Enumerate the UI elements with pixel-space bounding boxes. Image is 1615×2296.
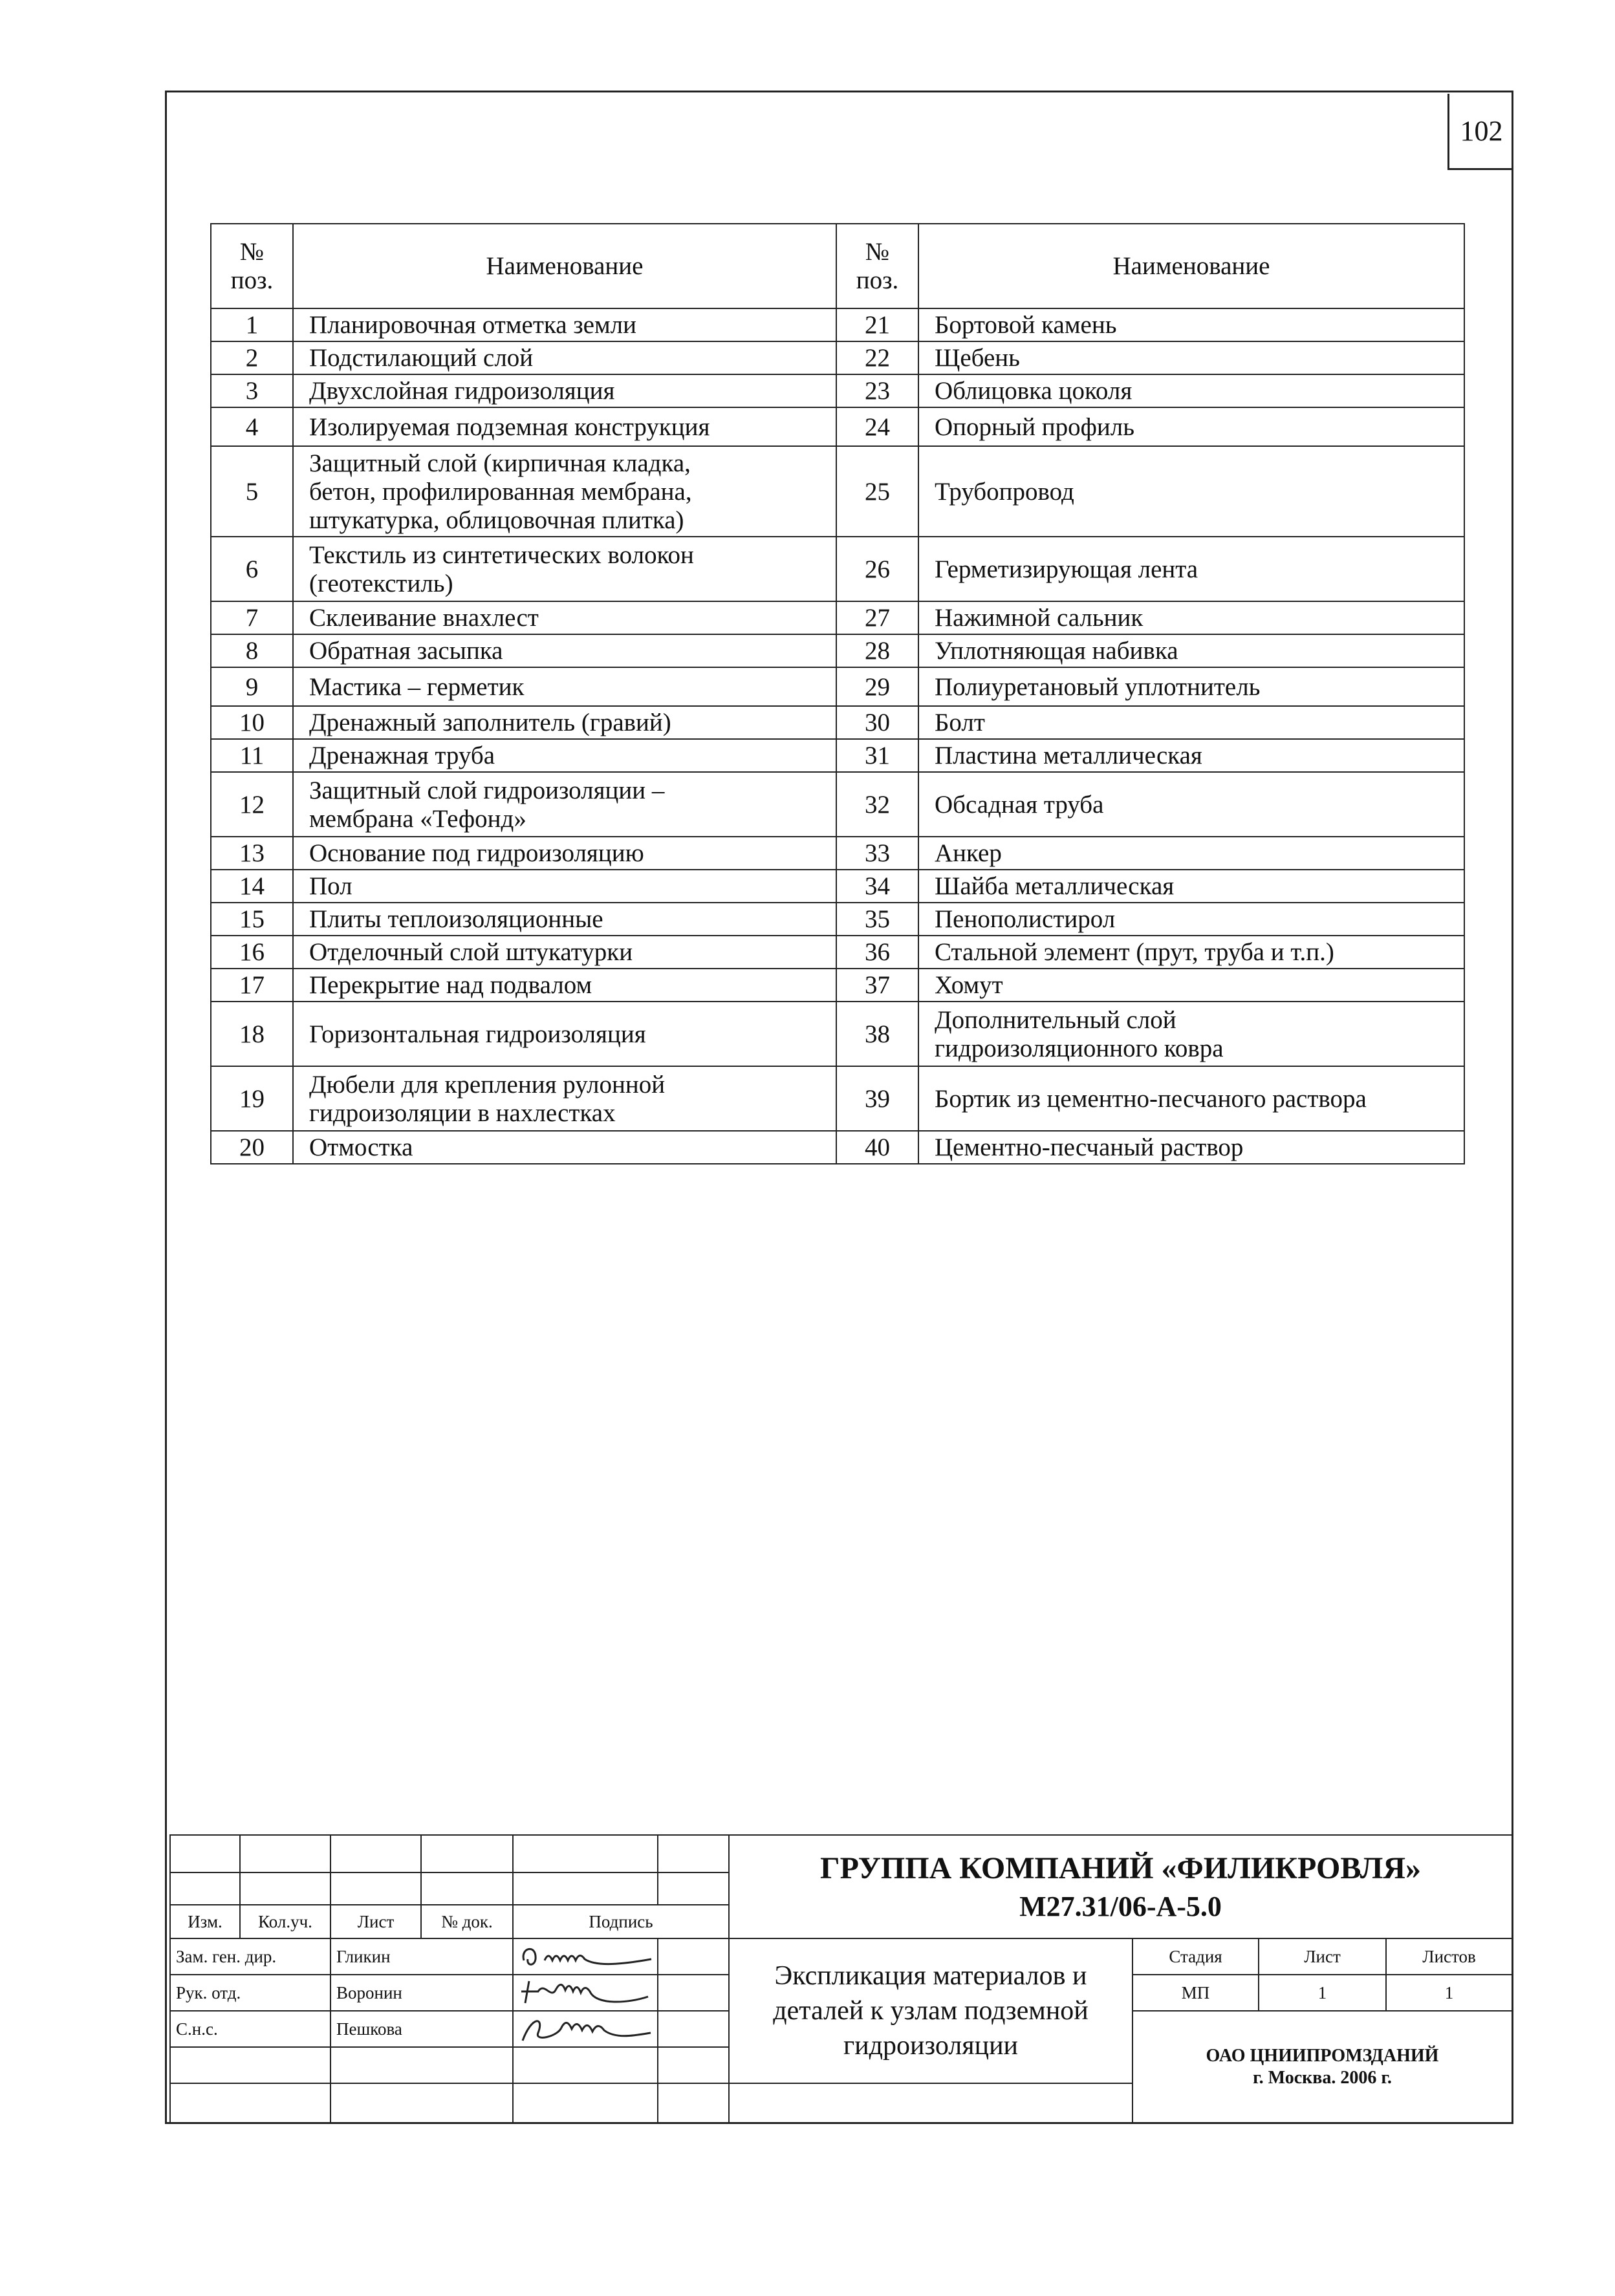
position-number: 39 [836,1066,918,1131]
table-row [211,667,1464,706]
item-name: Стальной элемент (прут, труба и т.п.) [918,936,1464,969]
col-list: Лист [331,1905,421,1938]
signature-mark [519,1977,655,2008]
position-number: 7 [211,601,293,634]
document-code: М27.31/06-А-5.0 [1019,1891,1222,1922]
position-number: 34 [836,870,918,903]
table-row [211,308,1464,341]
position-number: 6 [211,537,293,601]
organization-name: ГРУППА КОМПАНИЙ «ФИЛИКРОВЛЯ» [820,1851,1421,1885]
item-name: Болт [918,706,1464,739]
table-row [211,870,1464,903]
item-name: Отмостка [293,1131,836,1164]
signer-name: Пешкова [331,2011,513,2047]
position-number: 19 [211,1066,293,1131]
position-number: 20 [211,1131,293,1164]
signer-role: Зам. ген. дир. [170,1938,331,1975]
item-name: Подстилающий слой [293,341,836,374]
position-number: 12 [211,772,293,837]
table-row [211,446,1464,537]
item-name: Бортовой камень [918,308,1464,341]
position-number: 27 [836,601,918,634]
item-name: Двухслойная гидроизоляция [293,374,836,407]
item-name: Пол [293,870,836,903]
item-name: Обсадная труба [918,772,1464,837]
table-row [211,1066,1464,1131]
table-row [211,837,1464,870]
signature [513,2011,658,2047]
item-name: Облицовка цоколя [918,374,1464,407]
position-number: 21 [836,308,918,341]
signer-row [170,1938,1512,1975]
organization-cell [729,1835,1512,1938]
item-name: Перекрытие над подвалом [293,969,836,1002]
position-number: 5 [211,446,293,537]
table-row [211,1131,1464,1164]
item-name: Хомут [918,969,1464,1002]
position-number: 9 [211,667,293,706]
signer-name: Воронин [331,1975,513,2011]
col-signature: Подпись [513,1905,729,1938]
stage-value-list: 1 [1259,1975,1386,2011]
item-name: Плиты теплоизоляционные [293,903,836,936]
item-name: Мастика – герметик [293,667,836,706]
item-name: Нажимной сальник [918,601,1464,634]
item-name: Текстиль из синтетических волокон (геотекстиль) [293,537,836,601]
stage-value-listov: 1 [1386,1975,1512,2011]
position-number: 30 [836,706,918,739]
header-num-right: № поз. [836,224,918,308]
position-number: 36 [836,936,918,969]
title-block [169,1834,1513,2123]
table-row [211,407,1464,446]
position-number: 3 [211,374,293,407]
item-name: Дюбели для крепления рулонной гидроизоляции в нахлестках [293,1066,836,1131]
institute: ОАО ЦНИИПРОМЗДАНИЙ г. Москва. 2006 г. [1133,2011,1512,2123]
table-row [211,969,1464,1002]
position-number: 33 [836,837,918,870]
position-number: 26 [836,537,918,601]
position-number: 10 [211,706,293,739]
explication-table [210,223,1465,1164]
position-number: 29 [836,667,918,706]
item-name: Бортик из цементно-песчаного раствора [918,1066,1464,1131]
document-title: Экспликация материалов и деталей к узлам подземной гидроизоляции [729,1938,1133,2083]
table-row [211,1002,1464,1066]
table-header-row [211,224,1464,308]
signer-role: Рук. отд. [170,1975,331,2011]
position-number: 38 [836,1002,918,1066]
sheet-number: 102 [1447,94,1513,170]
header-name-left: Наименование [293,224,836,308]
position-number: 16 [211,936,293,969]
table-row [211,341,1464,374]
item-name: Защитный слой (кирпичная кладка, бетон, профилированная мембрана, штукатурка, облицовочная плитка) [293,446,836,537]
header-name-right: Наименование [918,224,1464,308]
signer-role: С.н.с. [170,2011,331,2047]
stage-header-listov: Листов [1386,1938,1512,1975]
position-number: 35 [836,903,918,936]
position-number: 40 [836,1131,918,1164]
position-number: 18 [211,1002,293,1066]
item-name: Дренажный заполнитель (гравий) [293,706,836,739]
table-row [211,634,1464,667]
table-row [211,772,1464,837]
position-number: 24 [836,407,918,446]
stage-value-stadia: МП [1133,1975,1259,2011]
item-name: Пластина металлическая [918,739,1464,772]
item-name: Обратная засыпка [293,634,836,667]
header-num-left: № поз. [211,224,293,308]
position-number: 2 [211,341,293,374]
signature-mark [519,1941,655,1972]
item-name: Шайба металлическая [918,870,1464,903]
item-name: Опорный профиль [918,407,1464,446]
signature-mark [519,2013,655,2044]
stage-header-list: Лист [1259,1938,1386,1975]
position-number: 1 [211,308,293,341]
item-name: Щебень [918,341,1464,374]
item-name: Основание под гидроизоляцию [293,837,836,870]
signature [513,1975,658,2011]
table-row [211,537,1464,601]
position-number: 31 [836,739,918,772]
position-number: 25 [836,446,918,537]
item-name: Анкер [918,837,1464,870]
position-number: 15 [211,903,293,936]
position-number: 28 [836,634,918,667]
position-number: 8 [211,634,293,667]
table-row [211,374,1464,407]
position-number: 11 [211,739,293,772]
item-name: Цементно-песчаный раствор [918,1131,1464,1164]
table-row [211,936,1464,969]
item-name: Склеивание внахлест [293,601,836,634]
item-name: Изолируемая подземная конструкция [293,407,836,446]
table-body [211,308,1464,1164]
position-number: 37 [836,969,918,1002]
item-name: Дренажная труба [293,739,836,772]
item-name: Защитный слой гидроизоляции – мембрана «Тефонд» [293,772,836,837]
position-number: 23 [836,374,918,407]
position-number: 14 [211,870,293,903]
item-name: Горизонтальная гидроизоляция [293,1002,836,1066]
position-number: 22 [836,341,918,374]
position-number: 17 [211,969,293,1002]
position-number: 4 [211,407,293,446]
item-name: Полиуретановый уплотнитель [918,667,1464,706]
col-doc-num: № док. [421,1905,513,1938]
signer-name: Гликин [331,1938,513,1975]
item-name: Дополнительный слой гидроизоляционного ковра [918,1002,1464,1066]
stage-header-stadia: Стадия [1133,1938,1259,1975]
table-row [211,739,1464,772]
item-name: Пенополистирол [918,903,1464,936]
item-name: Трубопровод [918,446,1464,537]
item-name: Отделочный слой штукатурки [293,936,836,969]
item-name: Герметизирующая лента [918,537,1464,601]
table-row [211,903,1464,936]
col-kol-uch: Кол.уч. [240,1905,331,1938]
table-row [211,706,1464,739]
col-izm: Изм. [170,1905,240,1938]
position-number: 13 [211,837,293,870]
item-name: Планировочная отметка земли [293,308,836,341]
table-row [211,601,1464,634]
signature [513,1938,658,1975]
item-name: Уплотняющая набивка [918,634,1464,667]
position-number: 32 [836,772,918,837]
